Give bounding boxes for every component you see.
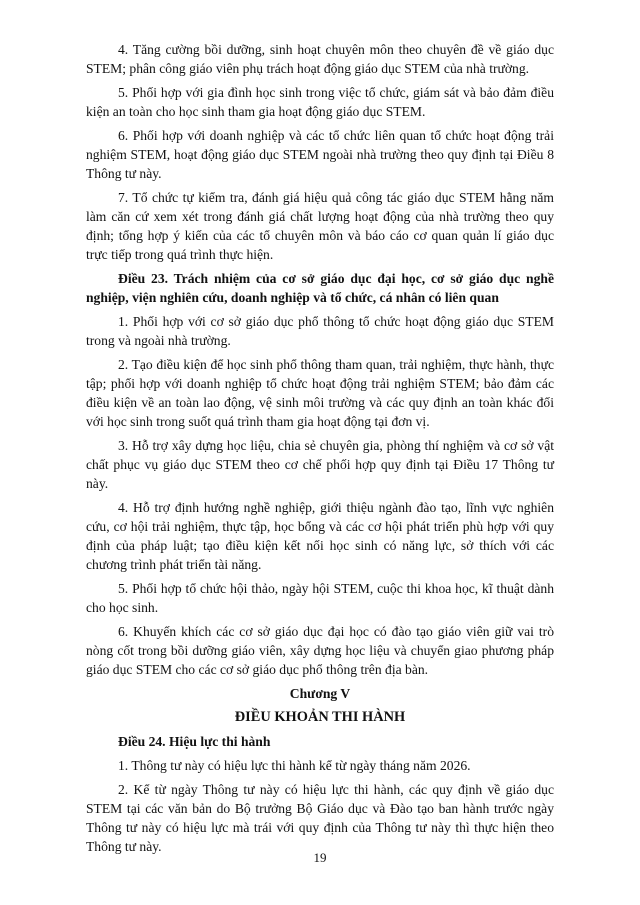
article-23-item-5: 5. Phối hợp tổ chức hội thảo, ngày hội STEM, cuộc thi khoa học, kĩ thuật dành cho học sinh. xyxy=(86,581,554,615)
article-23-item-6: 6. Khuyến khích các cơ sở giáo dục đại học có đào tạo giáo viên giữ vai trò nòng cốt trong bồi dưỡng giáo viên, xây dựng học liệu và chuyển giao phương pháp giáo dục STEM cho các cơ sở giáo dục phổ thông trên địa bàn. xyxy=(86,624,554,677)
article-23-item-3: 3. Hỗ trợ xây dựng học liệu, chia sẻ chuyên gia, phòng thí nghiệm và cơ sở vật chất phục vụ giáo dục STEM theo cơ chế phối hợp quy định tại Điều 17 Thông tư này. xyxy=(86,438,554,491)
article-24-item-1: 1. Thông tư này có hiệu lực thi hành kể từ ngày tháng năm 2026. xyxy=(118,758,471,773)
article-23-title: Điều 23. Trách nhiệm của cơ sở giáo dục đại học, cơ sở giáo dục nghề nghiệp, viện nghiên cứu, doanh nghiệp và tổ chức, cá nhân có liên quan xyxy=(86,271,554,305)
paragraph-item-5: 5. Phối hợp với gia đình học sinh trong việc tổ chức, giám sát và bảo đảm điều kiện an toàn cho học sinh tham gia hoạt động giáo dục STEM. xyxy=(86,85,554,119)
page-number: 19 xyxy=(313,850,327,865)
paragraph-item-7: 7. Tổ chức tự kiểm tra, đánh giá hiệu quả công tác giáo dục STEM hằng năm làm căn cứ xem xét trong đánh giá chất lượng hoạt động của nhà trường theo quy định; tổng hợp ý kiến của các tổ chuyên môn và báo cáo cơ quan quản lí giáo dục trực tiếp trong quá trình thực hiện. xyxy=(86,190,554,262)
chapter-title: ĐIỀU KHOẢN THI HÀNH xyxy=(234,709,406,725)
paragraph-item-6: 6. Phối hợp với doanh nghiệp và các tổ chức liên quan tổ chức hoạt động trải nghiệm STEM, hoạt động giáo dục STEM ngoài nhà trường theo quy định tại Điều 8 Thông tư này. xyxy=(86,128,554,181)
article-23-item-2: 2. Tạo điều kiện để học sinh phổ thông tham quan, trải nghiệm, thực hành, thực tập; phối hợp với doanh nghiệp tổ chức hoạt động trải nghiệm STEM; bảo đảm các điều kiện về an toàn lao động, vệ sinh môi trường và các quy định an toàn khác đối với học sinh trong suốt quá trình tham gia hoạt động tại đơn vị. xyxy=(86,357,554,429)
article-24-item-2: 2. Kể từ ngày Thông tư này có hiệu lực thi hành, các quy định về giáo dục STEM tại các văn bản do Bộ trưởng Bộ Giáo dục và Đào tạo ban hành trước ngày Thông tư này có hiệu lực mà trái với quy định của Thông tư này thì thực hiện theo Thông tư này. xyxy=(86,782,554,854)
article-23-item-1: 1. Phối hợp với cơ sở giáo dục phổ thông tổ chức hoạt động giáo dục STEM trong và ngoài nhà trường. xyxy=(86,314,554,348)
article-23-item-4: 4. Hỗ trợ định hướng nghề nghiệp, giới thiệu ngành đào tạo, lĩnh vực nghiên cứu, cơ hội trải nghiệm, thực tập, học bổng và các cơ hội phát triển phù hợp với quy định của pháp luật; tạo điều kiện kết nối học sinh có năng lực, sở thích với các chương trình phát triển tài năng. xyxy=(86,500,554,572)
paragraph-item-4: 4. Tăng cường bồi dưỡng, sinh hoạt chuyên môn theo chuyên đề về giáo dục STEM; phân công giáo viên phụ trách hoạt động giáo dục STEM của nhà trường. xyxy=(86,42,554,76)
page-content xyxy=(86,40,554,861)
chapter-number: Chương V xyxy=(289,686,351,701)
article-24-title: Điều 24. Hiệu lực thi hành xyxy=(118,734,271,749)
